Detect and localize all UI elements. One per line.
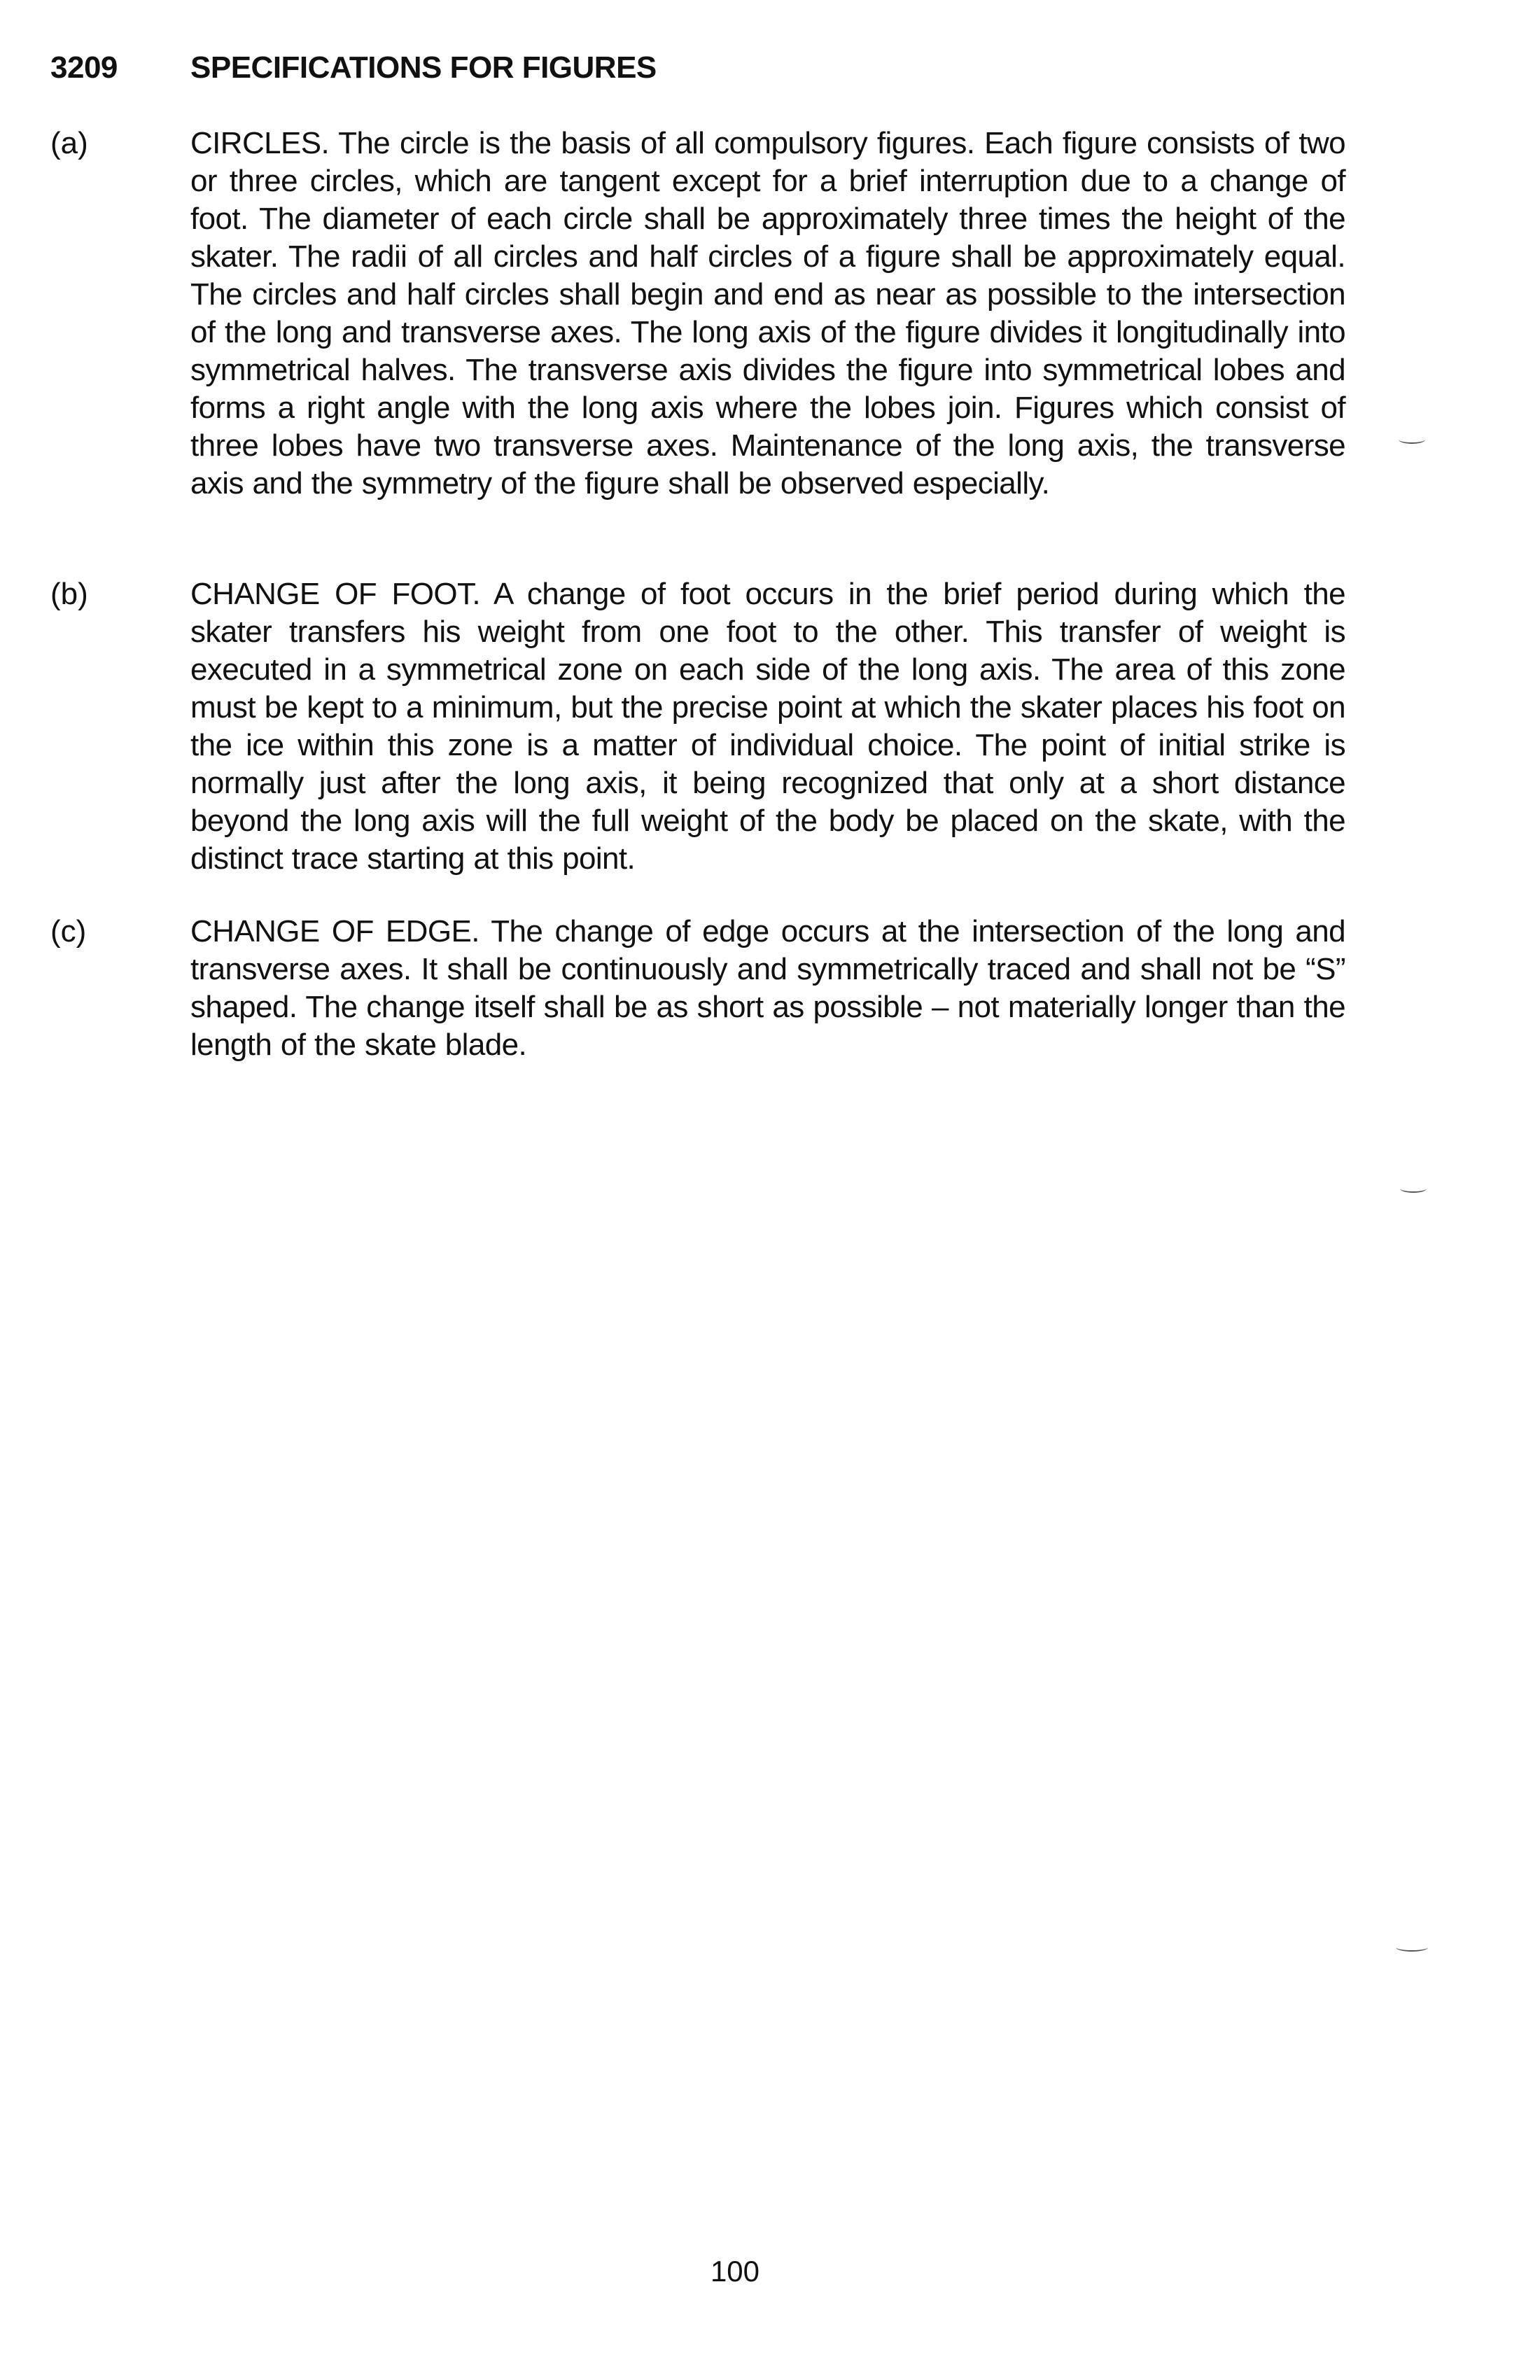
section-title: SPECIFICATIONS FOR FIGURES xyxy=(190,50,657,85)
scan-mark xyxy=(1400,1184,1427,1193)
scan-mark xyxy=(1396,1943,1428,1952)
page-number: 100 xyxy=(710,2255,760,2288)
section-heading xyxy=(50,49,657,87)
scan-mark xyxy=(1399,435,1425,444)
paragraph-label: (b) xyxy=(50,577,88,611)
section-number: 3209 xyxy=(50,50,118,85)
paragraph-text: CIRCLES. The circle is the basis of all compulsory figures. Each figure consists of two or three circles, which are tangent except for a brief interruption due to a change of foot. The diameter of each circle shall be approximately three times the height of the skater. The radii of all circles and half circles of a figure shall be approximately equal. The circles and half circles shall begin and end as near as possible to the intersection of the long and transverse axes. The long axis of the figure divides it longitudinally into symmetrical halves. The transverse axis divides the figure into symmetrical lobes and forms a right angle with the long axis where the lobes join. Figures which consist of three lobes have two transverse axes. Maintenance of the long axis, the transverse axis and the symmetry of the figure shall be observed especially. xyxy=(190,126,1345,500)
paragraph-text: CHANGE OF FOOT. A change of foot occurs in the brief period during which the skater transfers his weight from one foot to the other. This transfer of weight is executed in a symmetrical zone on each side of the long axis. The area of this zone must be kept to a minimum, but the precise point at which the skater places his foot on the ice within this zone is a matter of individual choice. The point of initial strike is normally just after the long axis, it being recognized that only at a short distance beyond the long axis will the full weight of the body be placed on the skate, with the distinct trace starting at this point. xyxy=(190,577,1345,876)
paragraph-label: (c) xyxy=(50,914,87,948)
paragraph-label: (a) xyxy=(50,126,88,160)
paragraph-text: CHANGE OF EDGE. The change of edge occurs at the intersection of the long and transverse axes. It shall be continuously and symmetrically traced and shall not be “S” shaped. The change itself shall be as short as possible – not materially longer than the length of the skate blade. xyxy=(190,914,1345,1062)
